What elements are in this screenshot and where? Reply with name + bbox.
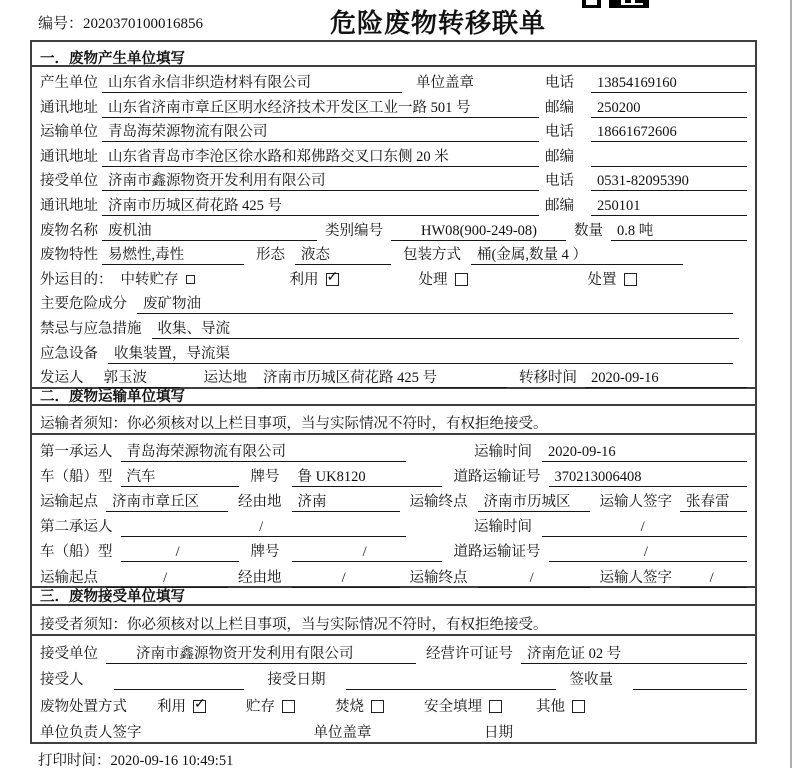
transport-time-value: 2020-09-16 — [542, 444, 747, 462]
transfer-time-value: 2020-09-16 — [585, 370, 747, 388]
serial-value: 2020370100016856 — [83, 16, 204, 32]
disposal-option-other-label: 其他 — [536, 698, 565, 715]
transport-time-value: / — [542, 519, 747, 537]
receiver-value: 济南市鑫源物资开发利用有限公司 — [102, 169, 539, 191]
road-license-label: 道路运输证号 — [453, 544, 541, 561]
carrier-value: 青岛海荣源物流有限公司 — [121, 440, 406, 462]
transport-time-label: 运输时间 — [474, 519, 532, 536]
signed-amount-label: 签收量 — [569, 672, 613, 689]
receiver-row — [32, 165, 755, 190]
shipper-row — [32, 362, 755, 387]
page-edge-divider — [790, 0, 792, 768]
vehicle1-row — [32, 460, 755, 485]
purpose-option-treat-label: 处理 — [418, 271, 448, 288]
responsible-sign-value — [172, 725, 290, 743]
plate-value: 鲁 UK8120 — [292, 465, 442, 487]
via-label: 经由地 — [238, 569, 282, 586]
responsible-sign-row — [32, 715, 755, 742]
origin-label: 运输起点 — [40, 494, 98, 511]
disposal-option-incinerate-checkbox — [371, 700, 384, 713]
carrier-label: 第二承运人 — [40, 519, 113, 536]
equipment-row — [32, 338, 755, 363]
section1-body — [32, 67, 755, 387]
purpose-option-dispose-checkbox — [624, 273, 637, 286]
phone-value: 18661672606 — [591, 124, 747, 142]
business-license-label: 经营许可证号 — [426, 645, 513, 662]
purpose-option-treat-checkbox — [455, 273, 468, 286]
address-label: 通讯地址 — [40, 197, 98, 214]
purpose-option-utilize-checkbox — [326, 273, 339, 286]
route2-row — [32, 561, 755, 586]
shipper-value: 郭玉波 — [98, 366, 180, 388]
print-time-label: 打印时间： — [38, 753, 111, 768]
disposal-option-utilize-checkbox — [193, 700, 206, 713]
seal-label: 单位盖章 — [416, 75, 474, 91]
destination-value: 济南市历城区荷花路 425 号 — [257, 366, 507, 388]
disposal-option-store-label: 贮存 — [246, 698, 275, 715]
serial-number-line — [38, 12, 203, 33]
accept-date-value — [346, 672, 556, 690]
responsible-sign-label: 单位负责人签字 — [40, 725, 142, 742]
address-value: 山东省青岛市李沧区徐水路和郑佛路交叉口东侧 20 米 — [102, 145, 539, 167]
origin-value: 济南市章丘区 — [106, 490, 228, 512]
quantity-value: 0.8 吨 — [611, 219, 747, 241]
address-value: 山东省济南市章丘区明水经济技术开发区工业一路 501 号 — [102, 96, 539, 118]
section3-header: 三．废物接受单位填写 — [32, 586, 755, 606]
transport-time-label: 运输时间 — [474, 443, 532, 460]
disposal-option-utilize-label: 利用 — [157, 698, 186, 715]
vehicle-type-value: / — [121, 544, 239, 562]
end-label: 运输终点 — [409, 494, 468, 511]
transporter-label: 运输单位 — [40, 124, 98, 141]
form-label: 形态 — [256, 247, 285, 264]
section2-notice: 运输者须知：你必须核对以上栏目事项，当与实际情况不符时，有权拒绝接受。 — [32, 406, 755, 435]
hazard-value: 废矿物油 — [137, 292, 733, 314]
address-value: 济南市历城区荷花路 425 号 — [102, 194, 539, 216]
zip-group — [545, 145, 747, 167]
via-label: 经由地 — [238, 494, 282, 511]
disposal-option-landfill-checkbox — [489, 700, 502, 713]
character-label: 废物特性 — [40, 247, 98, 264]
disposal-method-row — [32, 689, 755, 716]
phone-group — [545, 71, 747, 93]
accept-unit-row — [32, 636, 755, 663]
disposal-method-label: 废物处置方式 — [40, 698, 127, 715]
carrier-label: 第一承运人 — [40, 443, 113, 460]
plate-value: / — [292, 544, 442, 562]
zip-label: 邮编 — [545, 148, 574, 165]
accept-unit-value: 济南市鑫源物资开发利用有限公司 — [106, 642, 416, 664]
destination-label: 运达地 — [203, 370, 247, 387]
taboo-label: 禁忌与应急措施 — [40, 320, 142, 337]
waste-name-label: 废物名称 — [40, 222, 98, 239]
vehicle2-row — [32, 535, 755, 560]
carrier-sign-value: 张春雷 — [680, 490, 747, 512]
transporter-value: 青岛海荣源物流有限公司 — [102, 120, 539, 142]
carrier2-row — [32, 510, 755, 535]
vehicle-type-label: 车（船）型 — [40, 544, 113, 561]
section3-notice: 接受者须知：你必须核对以上栏目事项，当与实际情况不符时，有权拒绝接受。 — [32, 606, 755, 636]
phone-label: 电话 — [545, 75, 574, 91]
producer-label: 产生单位 — [40, 75, 98, 91]
end-label: 运输终点 — [409, 569, 468, 586]
acceptor-label: 接受人 — [40, 672, 84, 689]
waste-name-row — [32, 215, 755, 240]
vehicle-type-value: 汽车 — [121, 465, 239, 487]
serial-label: 编号： — [38, 16, 84, 32]
zip-value: 250200 — [591, 100, 747, 118]
zip-label: 邮编 — [545, 99, 574, 116]
phone-label: 电话 — [545, 173, 574, 190]
purpose-label: 外运目的： — [40, 271, 113, 288]
zip-label: 邮编 — [545, 197, 574, 214]
unit-seal-label: 单位盖章 — [313, 725, 372, 742]
business-license-value: 济南危证 02 号 — [521, 642, 747, 664]
packing-label: 包装方式 — [403, 247, 461, 264]
form-value: 液态 — [295, 243, 391, 265]
road-license-label: 道路运输证号 — [453, 468, 541, 485]
shipper-label: 发运人 — [40, 370, 84, 387]
address-label: 通讯地址 — [40, 148, 98, 165]
acceptor-row — [32, 662, 755, 689]
disposal-option-other-checkbox — [572, 700, 585, 713]
hazard-label: 主要危险成分 — [40, 296, 127, 313]
zip-value — [591, 149, 747, 167]
print-time-value: 2020-09-16 10:49:51 — [110, 753, 234, 768]
page-title: 危险废物转移联单 — [330, 9, 547, 38]
date-value — [527, 725, 747, 743]
carrier-value: / — [121, 519, 406, 537]
end-value: / — [478, 570, 590, 588]
origin-label: 运输起点 — [40, 569, 98, 586]
accept-unit-label: 接受单位 — [40, 645, 98, 662]
hazard-row — [32, 288, 755, 313]
section1-header: 一．废物产生单位填写 — [32, 42, 755, 67]
vehicle-type-label: 车（船）型 — [40, 468, 113, 485]
purpose-option-storage-label: 中转贮存 — [120, 271, 179, 288]
disposal-option-landfill-label: 安全填埋 — [424, 698, 482, 715]
via-value: 济南 — [292, 490, 400, 512]
equipment-label: 应急设备 — [40, 345, 98, 362]
carrier1-row — [32, 435, 755, 460]
purpose-row — [32, 264, 755, 289]
category-label: 类别编号 — [325, 222, 383, 239]
origin-value: / — [106, 570, 228, 588]
carrier-sign-value: / — [680, 570, 747, 588]
plate-label: 牌号 — [250, 468, 280, 485]
transfer-time-label: 转移时间 — [519, 370, 577, 387]
zip-value: 250101 — [591, 198, 747, 216]
phone-value: 0531-82095390 — [591, 173, 747, 191]
producer-row — [32, 67, 755, 92]
section2-body — [32, 435, 755, 586]
signed-amount-value — [633, 672, 747, 690]
acceptor-value — [114, 672, 244, 690]
disposal-option-incinerate-label: 焚烧 — [335, 698, 364, 715]
taboo-value: 收集、导流 — [152, 317, 740, 339]
receiver-label: 接受单位 — [40, 173, 98, 190]
plate-label: 牌号 — [250, 544, 280, 561]
transporter-row — [32, 116, 755, 141]
date-label: 日期 — [484, 725, 513, 742]
qr-code-fragment-icon — [582, 0, 650, 9]
zip-group — [545, 96, 747, 118]
character-value: 易燃性,毒性 — [102, 243, 244, 265]
section3-body — [32, 636, 755, 742]
via-value: / — [292, 570, 400, 588]
purpose-option-dispose-label: 处置 — [587, 271, 617, 288]
category-value: HW08(900-249-08) — [391, 223, 566, 241]
waste-character-row — [32, 239, 755, 264]
print-time-line — [38, 749, 233, 768]
carrier-sign-label: 运输人签字 — [599, 569, 672, 586]
accept-date-label: 接受日期 — [267, 672, 326, 689]
waste-name-value: 废机油 — [102, 219, 317, 241]
road-license-value: 370213006408 — [549, 469, 748, 487]
phone-value: 13854169160 — [591, 75, 747, 93]
receiver-address-row — [32, 190, 755, 215]
phone-group — [545, 169, 747, 191]
end-value: 济南市历城区 — [478, 490, 590, 512]
disposal-option-store-checkbox — [282, 700, 295, 713]
section2-header: 二．废物运输单位填写 — [32, 387, 755, 406]
transporter-address-row — [32, 141, 755, 166]
purpose-option-storage-checkbox — [186, 275, 195, 284]
road-license-value: / — [549, 544, 748, 562]
zip-group — [545, 194, 747, 216]
address-label: 通讯地址 — [40, 99, 98, 116]
producer-value: 山东省永信非织造材料有限公司 — [102, 71, 402, 93]
producer-address-row — [32, 92, 755, 117]
phone-group — [545, 120, 747, 142]
equipment-value: 收集装置，导流渠 — [108, 342, 733, 364]
packing-value: 桶(金属,数量 4 ） — [471, 243, 683, 265]
carrier-sign-label: 运输人签字 — [599, 494, 672, 511]
taboo-row — [32, 313, 755, 338]
quantity-label: 数量 — [574, 222, 603, 239]
route1-row — [32, 485, 755, 510]
manifest-form — [30, 40, 757, 744]
phone-label: 电话 — [545, 124, 574, 141]
purpose-option-utilize-label: 利用 — [289, 271, 319, 288]
